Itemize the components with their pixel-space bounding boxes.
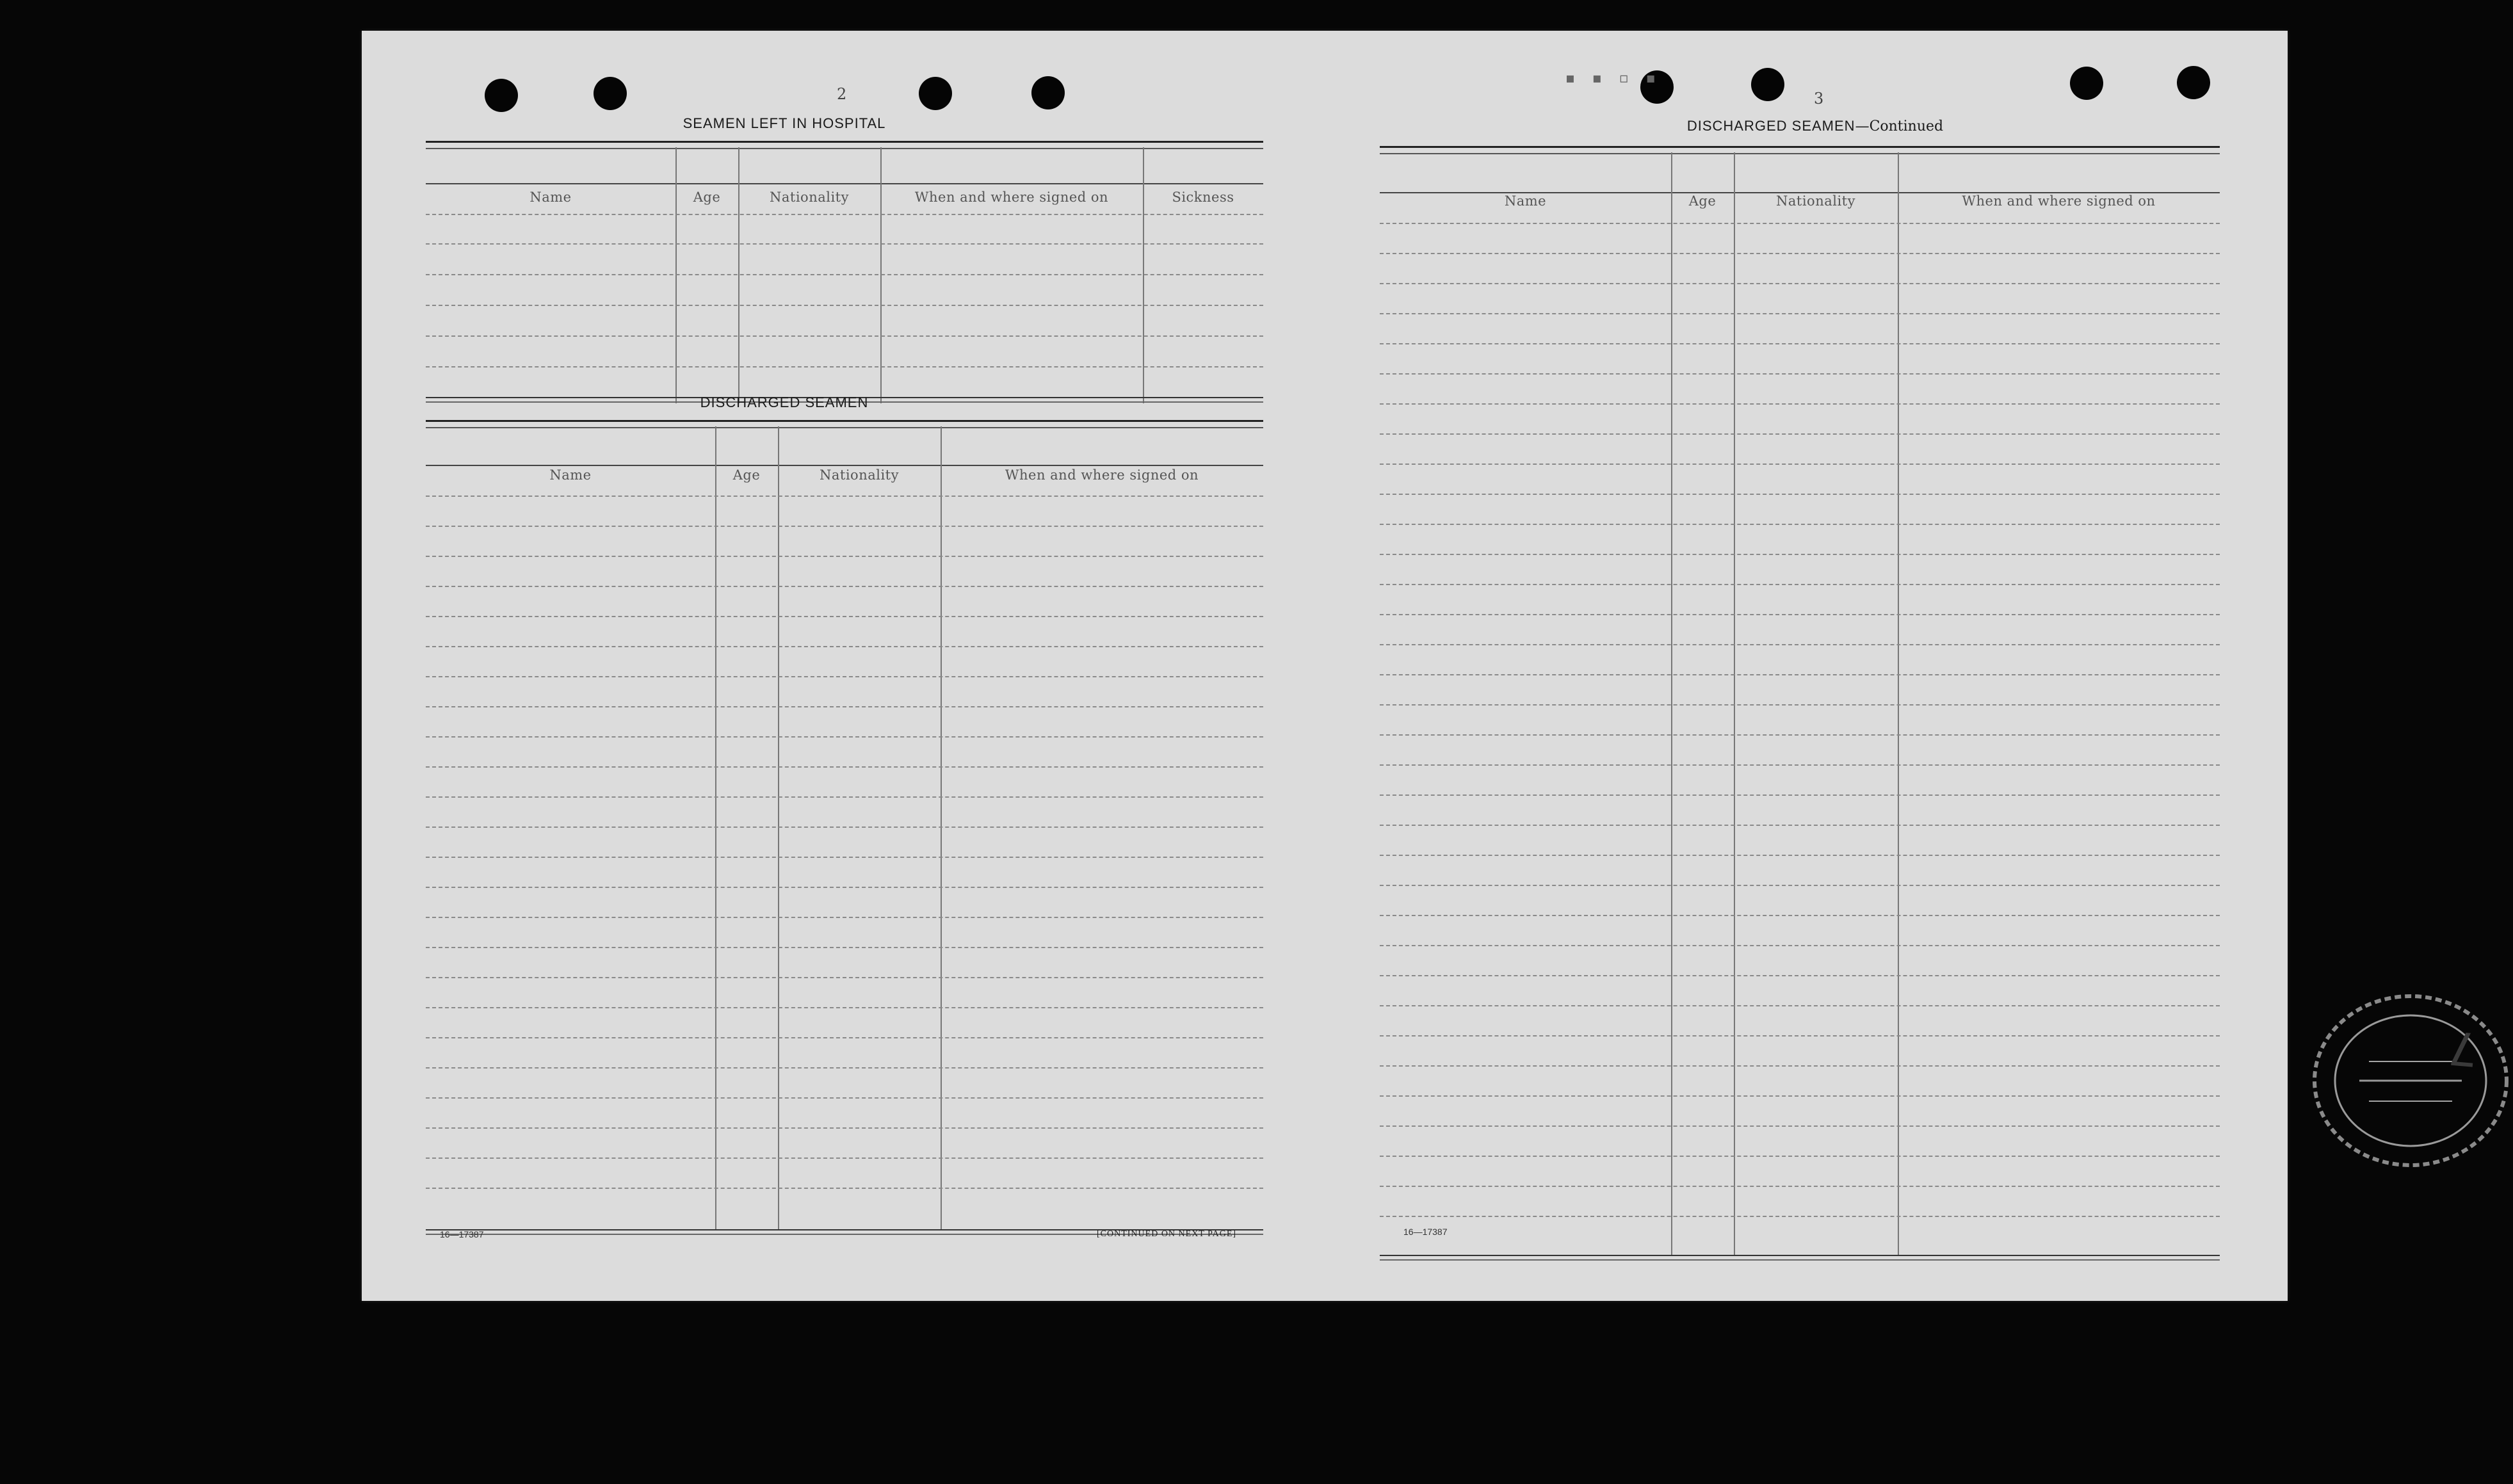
row-line bbox=[1380, 494, 2220, 495]
punch-hole bbox=[919, 77, 952, 110]
column-divider bbox=[778, 426, 779, 1229]
column-divider bbox=[1143, 147, 1144, 403]
page-number-left: 2 bbox=[837, 85, 847, 103]
row-line bbox=[426, 766, 1263, 768]
row-line bbox=[426, 1097, 1263, 1099]
table-header bbox=[1380, 152, 2220, 193]
title-suffix: —Continued bbox=[1855, 118, 1944, 134]
row-line bbox=[1380, 554, 2220, 555]
row-line bbox=[1380, 373, 2220, 375]
column-divider bbox=[675, 147, 677, 403]
row-line bbox=[1380, 1035, 2220, 1036]
col-head-signed-on: When and where signed on bbox=[1962, 193, 2156, 209]
row-line bbox=[426, 827, 1263, 828]
form-number-left: 16—17387 bbox=[440, 1229, 484, 1239]
row-line bbox=[1380, 734, 2220, 736]
row-line bbox=[426, 366, 1263, 367]
row-line bbox=[1380, 253, 2220, 254]
col-head-nationality: Nationality bbox=[1776, 193, 1855, 209]
column-divider bbox=[1734, 152, 1735, 1255]
row-line bbox=[426, 947, 1263, 948]
row-line bbox=[1380, 945, 2220, 946]
row-line bbox=[426, 214, 1263, 215]
document-sheet bbox=[362, 31, 2480, 1301]
row-line bbox=[426, 335, 1263, 337]
col-head-nationality: Nationality bbox=[820, 467, 899, 483]
continued-note: [CONTINUED ON NEXT PAGE] bbox=[1097, 1229, 1237, 1239]
column-divider bbox=[941, 426, 942, 1229]
row-line bbox=[1380, 433, 2220, 435]
punch-hole bbox=[1031, 76, 1065, 109]
row-line bbox=[1380, 403, 2220, 405]
row-line bbox=[1380, 704, 2220, 706]
discharged-continued-title bbox=[1386, 118, 2244, 134]
title-main: DISCHARGED SEAMEN bbox=[1686, 118, 1855, 134]
col-head-age: Age bbox=[1688, 193, 1717, 209]
row-line bbox=[426, 616, 1263, 617]
row-line bbox=[1380, 1005, 2220, 1006]
row-line bbox=[1380, 1186, 2220, 1187]
col-head-age: Age bbox=[693, 190, 721, 205]
row-line bbox=[426, 977, 1263, 978]
table-header bbox=[426, 426, 1263, 466]
table-header bbox=[426, 147, 1263, 184]
row-line bbox=[426, 796, 1263, 798]
row-line bbox=[426, 243, 1263, 245]
form-number-right: 16—17387 bbox=[1403, 1227, 1448, 1237]
discharged-section-title: DISCHARGED SEAMEN bbox=[700, 394, 869, 410]
punch-hole bbox=[485, 79, 518, 112]
row-line bbox=[426, 1007, 1263, 1008]
col-head-signed-on: When and where signed on bbox=[1005, 467, 1199, 483]
row-line bbox=[426, 706, 1263, 707]
row-line bbox=[426, 526, 1263, 527]
row-line bbox=[1380, 524, 2220, 525]
col-head-signed-on: When and where signed on bbox=[914, 190, 1109, 205]
row-line bbox=[1380, 1216, 2220, 1217]
row-line bbox=[1380, 313, 2220, 314]
row-line bbox=[1380, 283, 2220, 284]
row-line bbox=[426, 305, 1263, 306]
punch-hole bbox=[594, 77, 627, 110]
row-line bbox=[1380, 343, 2220, 344]
faint-smudge: ▪ ▪ ▫ ▪ bbox=[1565, 70, 1662, 86]
row-line bbox=[426, 556, 1263, 557]
row-line bbox=[1380, 975, 2220, 976]
column-divider bbox=[715, 426, 716, 1229]
row-line bbox=[426, 274, 1263, 275]
row-line bbox=[1380, 885, 2220, 886]
row-line bbox=[1380, 674, 2220, 675]
row-line bbox=[1380, 855, 2220, 856]
col-head-name: Name bbox=[549, 467, 592, 483]
row-line bbox=[1380, 1156, 2220, 1157]
row-line bbox=[426, 496, 1263, 497]
hospital-section-title: SEAMEN LEFT IN HOSPITAL bbox=[683, 115, 886, 131]
row-line bbox=[426, 586, 1263, 587]
row-line bbox=[1380, 1125, 2220, 1127]
row-line bbox=[426, 1037, 1263, 1038]
row-line bbox=[1380, 825, 2220, 826]
hospital-table bbox=[426, 141, 1263, 403]
col-head-name: Name bbox=[1504, 193, 1547, 209]
rubber-stamp bbox=[2308, 985, 2513, 1170]
row-line bbox=[1380, 464, 2220, 465]
col-head-nationality: Nationality bbox=[770, 190, 849, 205]
row-line bbox=[1380, 764, 2220, 766]
column-divider bbox=[1671, 152, 1672, 1255]
col-head-sickness: Sickness bbox=[1172, 190, 1234, 205]
table-bottom-rule bbox=[1380, 1255, 2220, 1261]
col-head-age: Age bbox=[732, 467, 761, 483]
row-line bbox=[426, 857, 1263, 858]
row-line bbox=[426, 676, 1263, 677]
column-divider bbox=[1898, 152, 1899, 1255]
row-line bbox=[426, 917, 1263, 918]
row-line bbox=[426, 887, 1263, 888]
row-line bbox=[426, 1127, 1263, 1129]
row-line bbox=[1380, 223, 2220, 224]
row-line bbox=[426, 1157, 1263, 1159]
row-line bbox=[1380, 794, 2220, 796]
row-line bbox=[426, 646, 1263, 647]
punch-hole bbox=[2177, 66, 2210, 99]
discharged-table bbox=[426, 420, 1263, 1233]
row-line bbox=[426, 1188, 1263, 1189]
punch-hole bbox=[2070, 67, 2103, 100]
row-line bbox=[1380, 1095, 2220, 1097]
stamp-mark: 7 bbox=[2446, 1020, 2480, 1077]
column-divider bbox=[738, 147, 739, 403]
row-line bbox=[1380, 584, 2220, 585]
column-divider bbox=[880, 147, 882, 403]
row-line bbox=[1380, 614, 2220, 615]
row-line bbox=[1380, 915, 2220, 916]
discharged-continued-table bbox=[1380, 146, 2220, 1259]
row-line bbox=[1380, 644, 2220, 645]
row-line bbox=[426, 736, 1263, 738]
row-line bbox=[426, 1067, 1263, 1069]
page-number-right: 3 bbox=[1814, 90, 1824, 108]
row-line bbox=[1380, 1065, 2220, 1067]
col-head-name: Name bbox=[529, 190, 572, 205]
